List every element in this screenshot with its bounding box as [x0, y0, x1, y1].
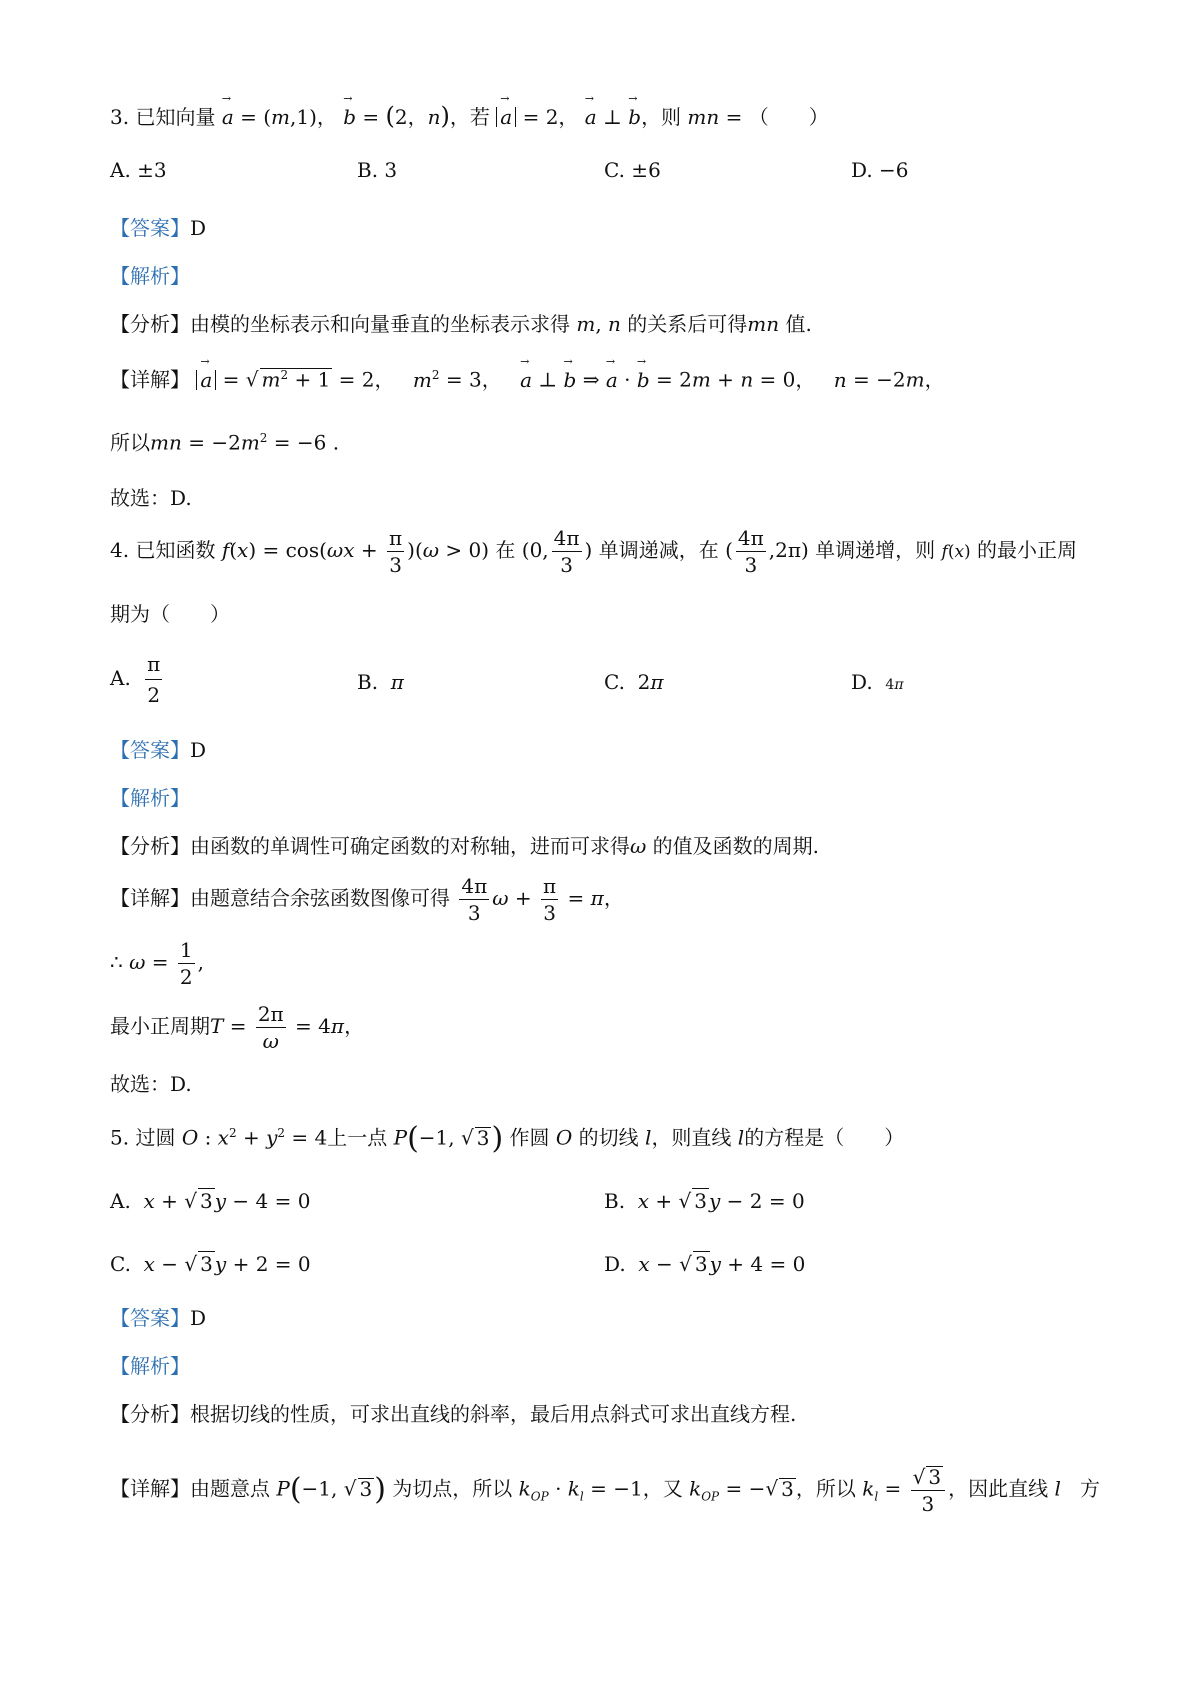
q4-omega-line: ∴ ω = $\frac{1}{2}$ , — [110, 938, 204, 989]
q4-stem-line2: 期为（ ） — [110, 602, 230, 626]
q3-option-a: A. ±3 — [110, 158, 167, 182]
q5-option-a: A. x + √ 3 y − 4 = 0 — [110, 1189, 311, 1213]
q5-option-d: D. x − √ 3 y + 4 = 0 — [604, 1252, 806, 1276]
q3-choose: 故选：D. — [110, 486, 192, 510]
q4-period-line: 最小正周期T = $\frac{2\pi}{\omega}$ = 4π， — [110, 1002, 365, 1053]
q4-option-b: B. π — [357, 670, 404, 694]
q4-option-d: D. 4π — [851, 670, 904, 694]
q5-option-c: C. x − √ 3 y + 2 = 0 — [110, 1252, 311, 1276]
q5-fenxi: 【分析】根据切线的性质，可求出直线的斜率，最后用点斜式可求出直线方程. — [110, 1402, 797, 1426]
q3-detail: 【详解】 → a = √ $m^2 + 1 = 2$， $m^2 = 3$， → a ⊥ → b ⇒ → a · → b = 2m + n = 0， n = −2m， — [110, 368, 945, 390]
q3-option-c: C. ±6 — [604, 158, 661, 182]
q4-stem: 4. 已知函数 f(x) = cos(ωx + $\frac{\pi}{3}$ )(ω > 0) 在 (0, $\frac{4\pi}{3}$ ) 单调递减，在 ( $\frac{4\pi}{3}$ ,2π) 单调递增，则 f(x) 的最小正周 — [110, 526, 1078, 577]
q3-fenxi: 【分析】由模的坐标表示和向量垂直的坐标表示求得 m, n 的关系后可得mn 值. — [110, 312, 812, 336]
q4-option-a: A. $\frac{\pi}{2}$ — [110, 652, 161, 707]
q3-stem: 3. 已知向量 → a = (m,1)， → b = (2，n)，若 → a = 2， → a ⊥ → b，则 mn = （ ） — [110, 104, 829, 128]
q3-analysis-heading: 【解析】 — [110, 264, 190, 288]
q4-fenxi: 【分析】由函数的单调性可确定函数的对称轴，进而可求得ω 的值及函数的周期. — [110, 834, 820, 858]
q4-analysis-heading: 【解析】 — [110, 786, 190, 810]
q5-detail: 【详解】由题意点 P(−1, √ 3) 为切点，所以 $k_{OP} \cdot k_l = -1$，又 $k_{OP}$ = −√ 3 ，所以 $k_l$ = $\frac{√ 3}{3}$ ，因此直线 l 方 — [110, 1465, 1100, 1516]
q5-answer: 【答案】D — [110, 1306, 207, 1330]
q5-option-b: B. x + √ 3 y − 2 = 0 — [604, 1189, 805, 1213]
q4-choose: 故选：D. — [110, 1072, 192, 1096]
q4-option-c: C. 2π — [604, 670, 664, 694]
q5-analysis-heading: 【解析】 — [110, 1354, 190, 1378]
q3-option-b: B. 3 — [357, 158, 398, 182]
q3-option-d: D. −6 — [851, 158, 909, 182]
q4-answer: 【答案】D — [110, 738, 207, 762]
q3-answer: 【答案】D — [110, 216, 207, 240]
q5-stem: 5. 过圆 O : $x^2 + y^2 = 4$上一点 P(−1, √ 3) 作圆 O 的切线 l，则直线 l的方程是（ ） — [110, 1121, 905, 1156]
q4-detail: 【详解】由题意结合余弦函数图像可得 $\frac{4\pi}{3}$ ω + $\frac{\pi}{3}$ = π， — [110, 874, 624, 925]
q3-detail-line2: 所以mn = $-2m^2 = -6$ . — [110, 430, 340, 455]
